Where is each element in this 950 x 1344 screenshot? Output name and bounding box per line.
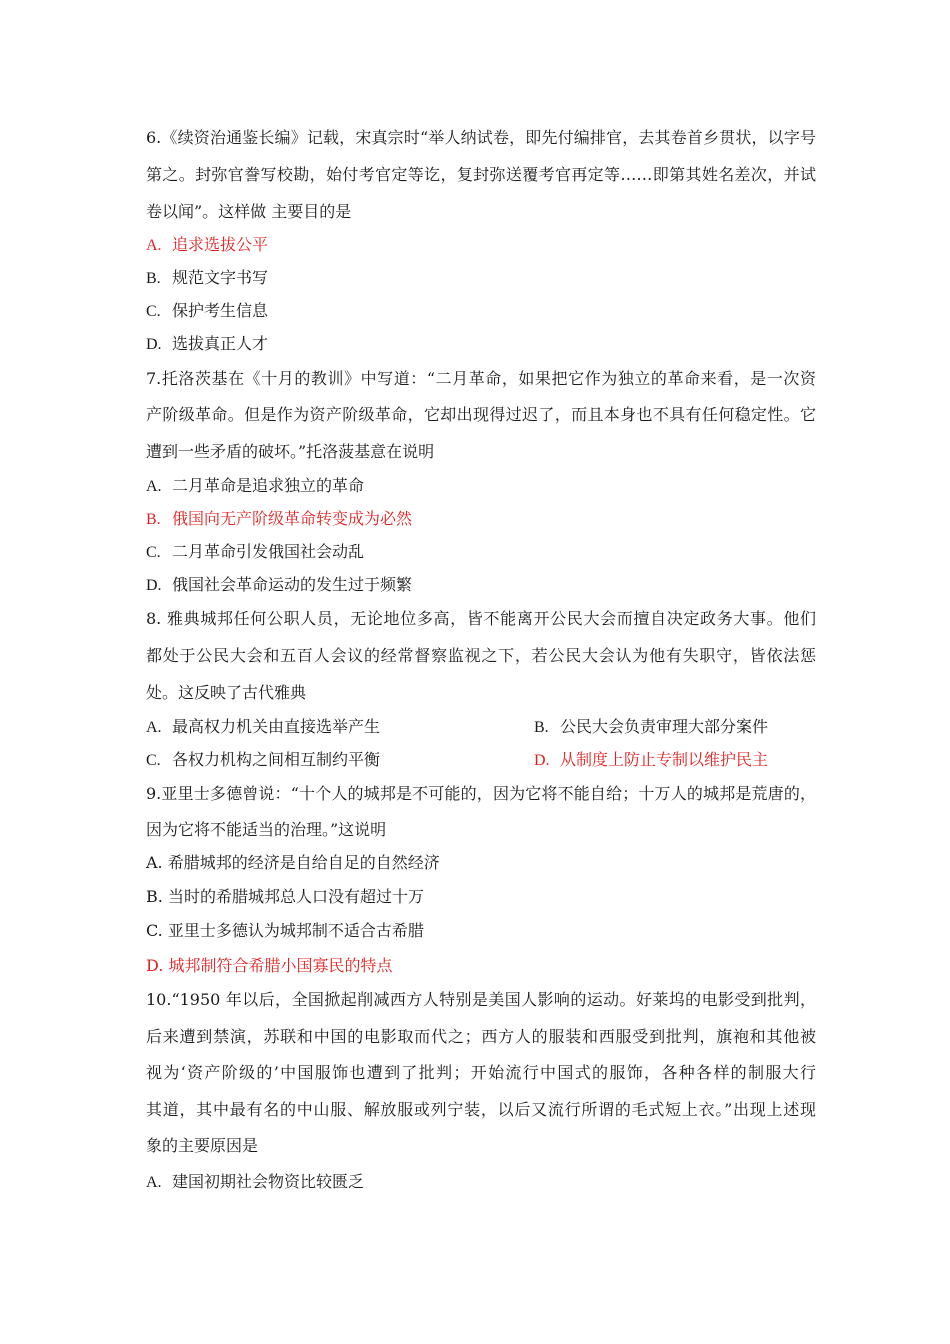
question-8-option-c xyxy=(146,750,380,771)
option-text: 亚里士多德认为城邦制不适合古希腊 xyxy=(167,921,424,940)
option-letter: C. xyxy=(146,544,161,561)
question-8-option-a xyxy=(146,717,380,738)
option-text: 规范文字书写 xyxy=(172,268,269,287)
option-letter: B. xyxy=(146,887,163,906)
question-7-option-b xyxy=(146,509,412,530)
option-letter: A. xyxy=(146,719,162,736)
question-10-stem-line-4: 其道，其中最有名的中山服、解放服或列宁装，以后又流行所谓的毛式短上衣。”出现上述现 xyxy=(146,1100,816,1119)
option-text: 公民大会负责审理大部分案件 xyxy=(560,717,769,736)
question-9-option-a xyxy=(146,853,440,873)
option-letter: D. xyxy=(146,336,162,353)
question-7-option-a xyxy=(146,476,364,497)
question-10-stem-line-5: 象的主要原因是 xyxy=(146,1136,259,1155)
option-text: 选拔真正人才 xyxy=(172,334,269,353)
option-letter: A. xyxy=(146,853,163,872)
question-7-stem-line-2: 产阶级革命。但是作为资产阶级革命，它却出现得过迟了，而且本身也不具有任何稳定性。它 xyxy=(146,405,816,424)
option-text: 当时的希腊城邦总人口没有超过十万 xyxy=(167,887,424,906)
question-7-option-d xyxy=(146,575,412,596)
question-6-option-b xyxy=(146,268,268,289)
option-text: 追求选拔公平 xyxy=(172,235,269,254)
question-6-stem-line-1: 6.《续资治通鉴长编》记载，宋真宗时“举人纳试卷，即先付编排官，去其卷首乡贯状，以字号 xyxy=(146,128,816,147)
option-text: 各权力机构之间相互制约平衡 xyxy=(172,750,381,769)
option-text: 建国初期社会物资比较匮乏 xyxy=(172,1172,365,1191)
option-letter: C. xyxy=(146,303,161,320)
question-7-stem-line-1: 7.托洛茨基在《十月的教训》中写道：“二月革命，如果把它作为独立的革命来看，是一次资 xyxy=(146,369,816,388)
option-letter: A. xyxy=(146,478,162,495)
question-8-stem-line-1: 8. 雅典城邦任何公职人员，无论地位多高，皆不能离开公民大会而擅自决定政务大事。他们 xyxy=(146,609,816,628)
option-text: 城邦制符合希腊小国寡民的特点 xyxy=(168,956,393,975)
question-9-option-c xyxy=(146,921,424,941)
option-text: 保护考生信息 xyxy=(172,301,269,320)
question-8-stem-line-2: 都处于公民大会和五百人会议的经常督察监视之下，若公民大会认为他有失职守，皆依法惩 xyxy=(146,646,816,665)
question-6-stem-line-2: 第之。封弥官誊写校勘，始付考官定等讫，复封弥送覆考官再定等……即第其姓名差次，并试 xyxy=(146,165,816,184)
question-9-option-b xyxy=(146,887,424,907)
question-8-option-d xyxy=(534,750,768,771)
option-letter: C. xyxy=(146,921,163,940)
question-10-stem-line-3: 视为‘资产阶级的’中国服饰也遭到了批判；开始流行中国式的服饰，各种各样的制服大行 xyxy=(146,1063,816,1082)
question-10-stem-line-1: 10.“1950 年以后，全国掀起削减西方人特别是美国人影响的运动。好莱坞的电影受到批判， xyxy=(146,990,816,1009)
question-6-option-d xyxy=(146,334,268,355)
question-10-stem-line-2: 后来遭到禁演，苏联和中国的电影取而代之；西方人的服装和西服受到批判，旗袍和其他被 xyxy=(146,1027,816,1046)
option-letter: B. xyxy=(534,719,549,736)
option-text: 希腊城邦的经济是自给自足的自然经济 xyxy=(167,853,440,872)
option-letter: C. xyxy=(146,752,161,769)
option-letter: D. xyxy=(146,956,164,975)
question-6-stem-line-3: 卷以闻”。这样做 主要目的是 xyxy=(146,202,352,221)
option-letter: B. xyxy=(146,270,161,287)
option-letter: D. xyxy=(534,752,550,769)
question-10-option-a xyxy=(146,1172,364,1193)
question-7-option-c xyxy=(146,542,364,563)
question-8-stem-line-3: 处。这反映了古代雅典 xyxy=(146,683,307,702)
option-text: 从制度上防止专制以维护民主 xyxy=(560,750,769,769)
option-letter: B. xyxy=(146,511,161,528)
option-text: 俄国向无产阶级革命转变成为必然 xyxy=(172,509,413,528)
option-text: 最高权力机关由直接选举产生 xyxy=(172,717,381,736)
question-6-option-a xyxy=(146,235,268,256)
option-text: 俄国社会革命运动的发生过于频繁 xyxy=(172,575,413,594)
question-7-stem-line-3: 遭到一些矛盾的破坏。”托洛菠基意在说明 xyxy=(146,442,435,461)
question-9-option-d xyxy=(146,956,392,976)
option-text: 二月革命是追求独立的革命 xyxy=(172,476,365,495)
question-9-stem-line-2: 因为它将不能适当的治理。”这说明 xyxy=(146,820,387,839)
option-text: 二月革命引发俄国社会动乱 xyxy=(172,542,365,561)
question-6-option-c xyxy=(146,301,268,322)
question-9-stem-line-1: 9.亚里士多德曾说：“十个人的城邦是不可能的，因为它将不能自给；十万人的城邦是荒唐的， xyxy=(146,784,816,803)
option-letter: A. xyxy=(146,237,162,254)
question-8-option-b xyxy=(534,717,768,738)
option-letter: D. xyxy=(146,577,162,594)
option-letter: A. xyxy=(146,1174,162,1191)
